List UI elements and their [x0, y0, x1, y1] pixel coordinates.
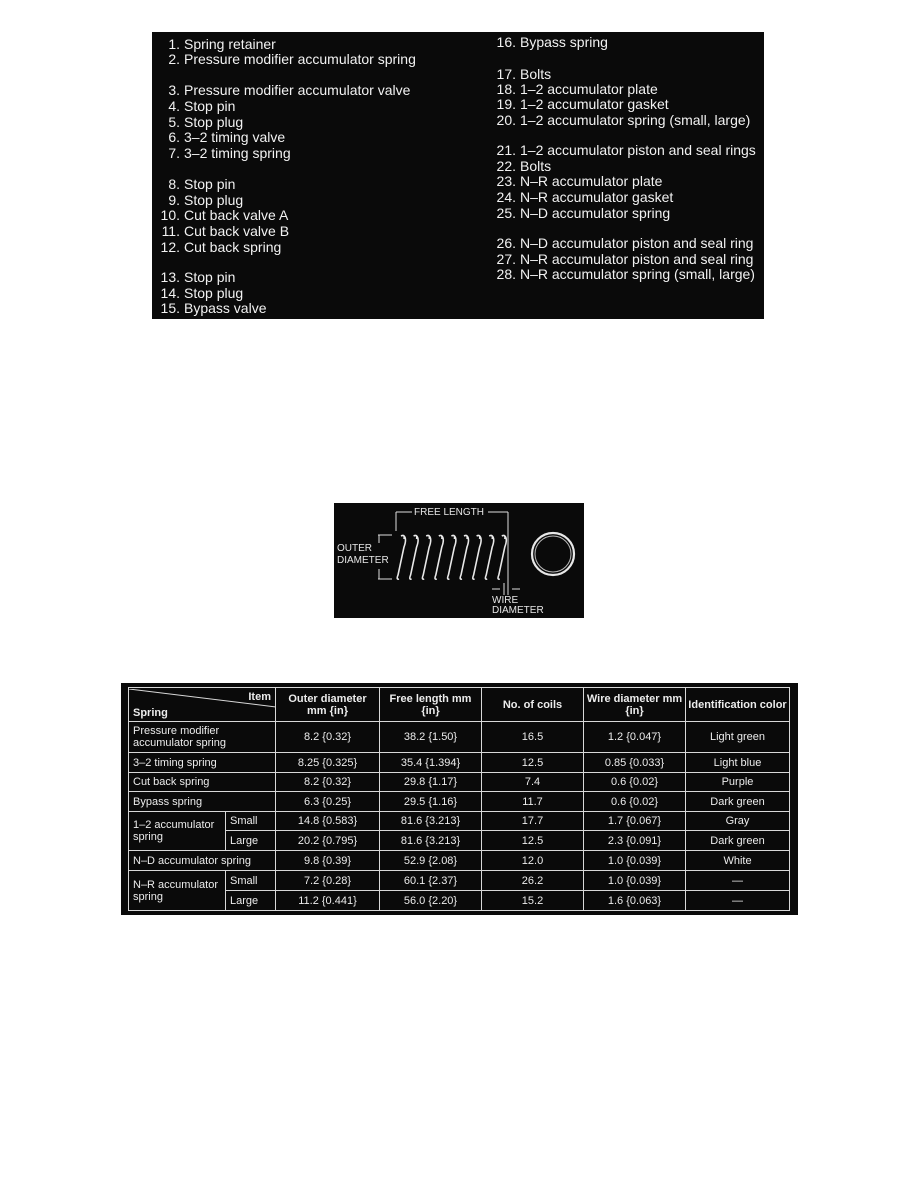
- parts-legend: [152, 32, 764, 319]
- legend-item: [488, 66, 551, 82]
- legend-item-number: 2.: [168, 51, 180, 67]
- header-id-color: Identification color: [686, 688, 790, 722]
- spring-spec-table: [128, 687, 790, 911]
- header-corner: [129, 688, 276, 722]
- legend-item: [488, 34, 608, 50]
- spring-dimension-diagram: [334, 503, 584, 618]
- legend-item-label: N–R accumulator spring (small, large): [520, 266, 755, 282]
- legend-item: [152, 300, 266, 316]
- legend-item-label: Bypass valve: [184, 300, 267, 316]
- spring-coil: [485, 536, 493, 579]
- legend-item-number: 25.: [496, 205, 516, 221]
- legend-item-number: 4.: [168, 98, 180, 114]
- legend-item-number: 16.: [496, 34, 516, 50]
- legend-item: [488, 142, 756, 158]
- spring-coil-top: [414, 535, 417, 539]
- legend-item-number: 22.: [496, 158, 516, 174]
- table-row: Large 20.2 {0.795} 81.6 {3.213} 12.5 2.3 {0.091} Dark green: [129, 831, 790, 851]
- legend-item-number: 20.: [496, 112, 516, 128]
- legend-item: [488, 189, 673, 205]
- legend-item: [488, 205, 670, 221]
- outer-label: OUTER: [337, 543, 372, 554]
- legend-item-label: Bypass spring: [520, 34, 608, 50]
- header-wire-diameter: Wire diameter mm {in}: [584, 688, 686, 722]
- spring-coil: [460, 536, 468, 579]
- legend-item-number: 1.: [168, 36, 180, 52]
- header-coils: No. of coils: [482, 688, 584, 722]
- legend-item-number: 21.: [496, 142, 516, 158]
- legend-item-number: 24.: [496, 189, 516, 205]
- legend-item-number: 17.: [496, 66, 516, 82]
- spring-coil-top: [426, 535, 429, 539]
- legend-item-label: 3–2 timing spring: [184, 145, 291, 161]
- legend-item-label: N–R accumulator piston and seal ring: [520, 251, 754, 267]
- header-item: Item: [248, 690, 271, 703]
- legend-item-label: 3–2 timing valve: [184, 129, 286, 145]
- legend-item-number: 27.: [496, 251, 516, 267]
- legend-item-label: Pressure modifier accumulator spring: [184, 51, 416, 67]
- legend-item-label: Stop pin: [184, 98, 236, 114]
- spring-coil: [410, 536, 418, 579]
- legend-item-number: 6.: [168, 129, 180, 145]
- wire-label: WIRE: [492, 595, 519, 606]
- legend-item: [152, 192, 243, 208]
- spring-end-view: [532, 533, 574, 575]
- legend-item-number: 5.: [168, 114, 180, 130]
- legend-item-number: 28.: [496, 266, 516, 282]
- spring-coil: [397, 536, 405, 579]
- table-row: N–R accumulator spring Small 7.2 {0.28} 60.1 {2.37} 26.2 1.0 {0.039} —: [129, 871, 790, 891]
- spring-coil-top: [464, 535, 467, 539]
- legend-item-label: N–D accumulator spring: [520, 205, 671, 221]
- legend-item: [488, 266, 755, 282]
- spring-coil-top: [451, 535, 454, 539]
- legend-item-number: 10.: [160, 207, 180, 223]
- table-row: Pressure modifier accumulator spring 8.2 {0.32} 38.2 {1.50} 16.5 1.2 {0.047} Light green: [129, 722, 790, 753]
- legend-item: [488, 235, 753, 251]
- legend-item: [152, 51, 416, 67]
- legend-item-number: 18.: [496, 81, 516, 97]
- legend-item-number: 13.: [160, 269, 180, 285]
- spring-coil: [448, 536, 456, 579]
- legend-item-number: 3.: [168, 82, 180, 98]
- legend-item: [488, 251, 753, 267]
- legend-item-number: 14.: [160, 285, 180, 301]
- table-row: Cut back spring 8.2 {0.32} 29.8 {1.17} 7.4 0.6 {0.02} Purple: [129, 773, 790, 792]
- table-row: Bypass spring 6.3 {0.25} 29.5 {1.16} 11.7 0.6 {0.02} Dark green: [129, 792, 790, 812]
- legend-item-label: 1–2 accumulator spring (small, large): [520, 112, 751, 128]
- legend-item-number: 7.: [168, 145, 180, 161]
- legend-item-number: 9.: [168, 192, 180, 208]
- legend-item-label: 1–2 accumulator gasket: [520, 96, 669, 112]
- legend-item-label: Stop plug: [184, 192, 244, 208]
- legend-item-label: Stop pin: [184, 269, 236, 285]
- legend-item-number: 23.: [496, 173, 516, 189]
- free-length-label: FREE LENGTH: [414, 507, 485, 518]
- table-header-row: [129, 688, 790, 722]
- spring-coil: [422, 536, 430, 579]
- legend-item-label: 1–2 accumulator piston and seal rings: [520, 142, 756, 158]
- legend-item-label: Cut back valve A: [184, 207, 289, 223]
- legend-item: [488, 112, 750, 128]
- legend-item-label: Spring retainer: [184, 36, 276, 52]
- legend-item: [152, 285, 243, 301]
- legend-item-label: Stop pin: [184, 176, 236, 192]
- legend-item-label: 1–2 accumulator plate: [520, 81, 658, 97]
- spring-coil-top: [489, 535, 492, 539]
- legend-item-label: N–R accumulator plate: [520, 173, 663, 189]
- header-outer-diameter: Outer diameter mm {in}: [276, 688, 380, 722]
- legend-item: [152, 98, 235, 114]
- legend-item-label: Pressure modifier accumulator valve: [184, 82, 411, 98]
- spring-coil-top: [502, 535, 505, 539]
- legend-item: [152, 239, 281, 255]
- legend-item: [152, 176, 235, 192]
- legend-item-label: Bolts: [520, 158, 552, 174]
- wire-diameter-label: DIAMETER: [492, 605, 544, 616]
- spring-coil: [498, 536, 506, 579]
- legend-item: [488, 173, 662, 189]
- spring-coil-top: [439, 535, 442, 539]
- table-row: 3–2 timing spring 8.25 {0.325} 35.4 {1.394} 12.5 0.85 {0.033} Light blue: [129, 753, 790, 773]
- legend-item: [488, 96, 669, 112]
- legend-item-label: N–R accumulator gasket: [520, 189, 674, 205]
- outer-diameter-label: DIAMETER: [337, 555, 389, 566]
- legend-item-number: 12.: [160, 239, 180, 255]
- legend-item-number: 8.: [168, 176, 180, 192]
- legend-item-label: Cut back spring: [184, 239, 282, 255]
- table-row: Large 11.2 {0.441} 56.0 {2.20} 15.2 1.6 {0.063} —: [129, 891, 790, 911]
- legend-item: [488, 81, 658, 97]
- header-free-length: Free length mm {in}: [380, 688, 482, 722]
- legend-item: [152, 114, 243, 130]
- spring-coil-top: [401, 535, 404, 539]
- legend-item-number: 11.: [161, 223, 180, 239]
- spring-coil-top: [477, 535, 480, 539]
- spring-spec-table-panel: [121, 683, 798, 915]
- legend-item: [152, 36, 276, 52]
- legend-item-label: Stop plug: [184, 114, 244, 130]
- legend-item: [488, 158, 551, 174]
- legend-item-label: N–D accumulator piston and seal ring: [520, 235, 754, 251]
- legend-item: [152, 223, 289, 239]
- legend-item-number: 19.: [496, 96, 516, 112]
- legend-item-number: 15.: [160, 300, 180, 316]
- legend-item-number: 26.: [496, 235, 516, 251]
- legend-item-label: Stop plug: [184, 285, 244, 301]
- spring-coil: [435, 536, 443, 579]
- spring-coils: [397, 535, 506, 579]
- legend-item: [152, 82, 410, 98]
- legend-item: [152, 129, 285, 145]
- spring-coil: [473, 536, 481, 579]
- legend-item: [152, 207, 288, 223]
- legend-item: [152, 269, 235, 285]
- legend-item-label: Bolts: [520, 66, 552, 82]
- header-spring: Spring: [133, 706, 168, 719]
- legend-item: [152, 145, 291, 161]
- legend-item-label: Cut back valve B: [184, 223, 290, 239]
- table-row: N–D accumulator spring 9.8 {0.39} 52.9 {2.08} 12.0 1.0 {0.039} White: [129, 851, 790, 871]
- table-row: 1–2 accumulator spring Small 14.8 {0.583} 81.6 {3.213} 17.7 1.7 {0.067} Gray: [129, 812, 790, 831]
